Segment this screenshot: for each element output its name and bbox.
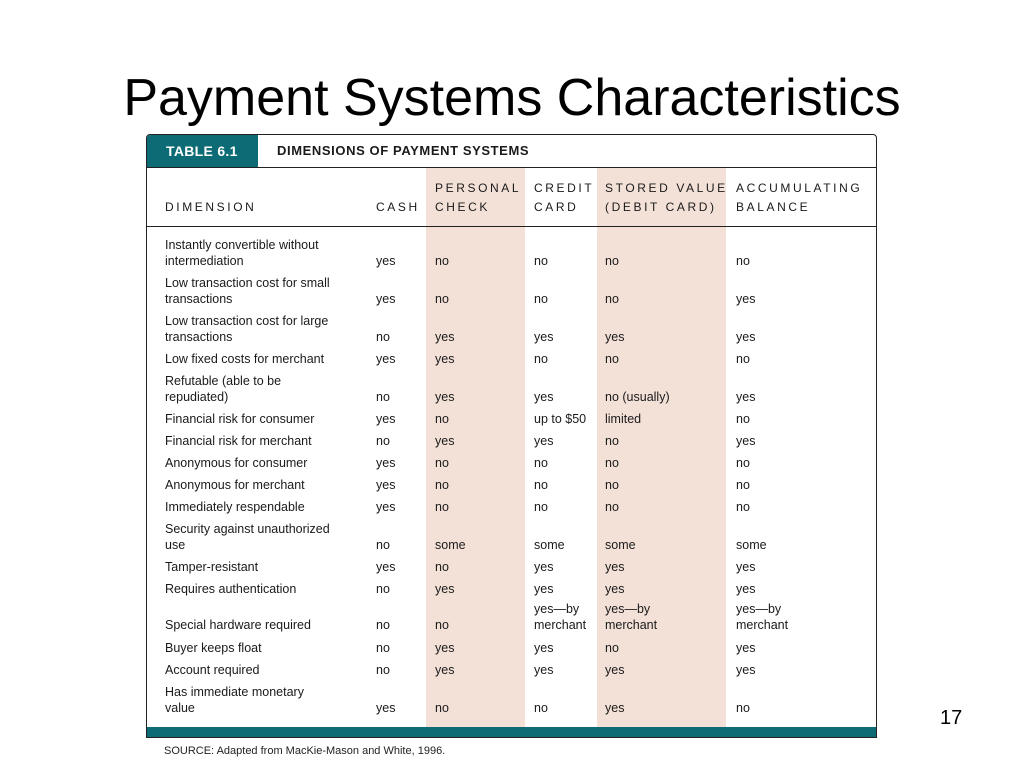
cell-line: yes [376,254,396,268]
cell-line: yes [605,330,625,344]
cell-line: no [605,292,619,306]
cell-line: no [376,618,390,632]
cell-line: no [534,701,548,715]
slide-title: Payment Systems Characteristics [123,69,901,127]
cell-line: no [376,434,390,448]
cell-line: no [376,538,390,552]
cell-line: yes [605,701,625,715]
cell-line: Financial risk for merchant [165,434,312,448]
source-note: SOURCE: Adapted from MacKie-Mason and White, 1996. [164,745,446,757]
column-header-line: CARD [534,200,579,214]
cell-line: no [435,701,449,715]
cell-line: yes [736,560,756,574]
table-number: TABLE 6.1 [147,135,258,167]
column-header-line: ACCUMULATING [736,181,863,195]
cell-line: yes [435,352,455,366]
cell-line: no [534,478,548,492]
cell-line: intermediation [165,254,244,268]
page-number: 17 [940,707,963,729]
cell-line: no [534,456,548,470]
column-header-line: STORED VALUE [605,181,728,195]
cell-line: Low transaction cost for small [165,276,330,290]
cell-line: Account required [165,663,260,677]
cell-line: no [534,500,548,514]
cell-line: Low transaction cost for large [165,314,329,328]
cell-line: no [435,254,449,268]
cell-line: yes [534,330,554,344]
column-header-line: CASH [376,200,420,214]
cell-line: no [376,582,390,596]
cell-line: no [435,292,449,306]
cell-line: yes—by [736,602,782,616]
cell-line: yes [376,412,396,426]
cell-line: no [736,412,750,426]
cell-line: yes [736,292,756,306]
cell-line: no [435,500,449,514]
column-header-line: PERSONAL [435,181,522,195]
cell-line: yes [736,582,756,596]
cell-line: yes [376,701,396,715]
cell-line: no [435,478,449,492]
cell-line: yes [534,390,554,404]
cell-line: no [435,412,449,426]
cell-line: use [165,538,186,552]
cell-line: Special hardware required [165,618,311,632]
cell-line: yes—by [534,602,580,616]
cell-line: yes [736,663,756,677]
cell-line: yes [736,330,756,344]
cell-line: no [605,254,619,268]
cell-line: yes [736,641,756,655]
cell-line: yes [534,434,554,448]
cell-line: no [736,254,750,268]
cell-line: no [605,641,619,655]
cell-line: transactions [165,292,233,306]
cell-line: yes [376,352,396,366]
cell-line: yes [376,560,396,574]
cell-line: yes [736,434,756,448]
cell-line: yes [435,663,455,677]
cell-line: yes [534,582,554,596]
cell-line: merchant [736,618,789,632]
column-header-line: (DEBIT CARD) [605,200,717,214]
cell-line: yes [605,582,625,596]
row-value-cell-credit-card [534,700,548,716]
cell-line: value [165,701,195,715]
cell-line: no (usually) [605,390,670,404]
column-header-line: DIMENSION [165,200,257,214]
cell-line: no [435,456,449,470]
cell-line: no [376,641,390,655]
cell-line: yes [534,560,554,574]
cell-line: merchant [534,618,587,632]
cell-line: no [736,500,750,514]
cell-line: Security against unauthorized [165,522,330,536]
cell-line: Requires authentication [165,582,297,596]
cell-line: no [376,330,390,344]
cell-line: yes [605,663,625,677]
row-value-cell-cash [376,700,395,716]
cell-line: yes [435,330,455,344]
cell-line: some [435,538,466,552]
cell-line: no [376,663,390,677]
payment-systems-table [146,134,877,738]
cell-line: yes [605,560,625,574]
cell-line: up to $50 [534,412,587,426]
cell-line: Refutable (able to be [165,374,282,388]
cell-line: some [736,538,767,552]
cell-line: yes [435,434,455,448]
cell-line: Anonymous for consumer [165,456,308,470]
cell-line: no [376,390,390,404]
table-caption: DIMENSIONS OF PAYMENT SYSTEMS [277,143,530,158]
row-dimension-cell [165,684,304,716]
cell-line: yes [435,641,455,655]
cell-line: Financial risk for consumer [165,412,315,426]
cell-line: transactions [165,330,233,344]
cell-line: no [605,478,619,492]
cell-line: no [435,560,449,574]
cell-line: no [534,254,548,268]
cell-line: Immediately respendable [165,500,305,514]
cell-line: Low fixed costs for merchant [165,352,325,366]
cell-line: Tamper-resistant [165,560,259,574]
cell-line: no [534,352,548,366]
cell-line: no [605,456,619,470]
cell-line: no [605,434,619,448]
cell-line: no [736,701,750,715]
cell-line: repudiated) [165,390,229,404]
cell-line: no [534,292,548,306]
row-value-cell-stored-value [605,700,624,716]
cell-line: yes [736,390,756,404]
cell-line: Buyer keeps float [165,641,262,655]
cell-line: some [605,538,636,552]
cell-line: no [736,478,750,492]
cell-line: yes [376,478,396,492]
cell-line: no [605,500,619,514]
cell-line: yes [376,456,396,470]
cell-line: yes [534,641,554,655]
cell-line: yes [534,663,554,677]
table-row [147,135,876,716]
cell-line: yes [376,292,396,306]
row-value-cell-accumulating-balance [736,700,750,716]
cell-line: no [736,456,750,470]
cell-line: Instantly convertible without [165,238,319,252]
cell-line: Has immediate monetary [165,685,304,699]
cell-line: yes—by [605,602,651,616]
cell-line: limited [605,412,642,426]
table-bottom-bar [147,727,876,737]
cell-line: yes [435,582,455,596]
column-header-line: CREDIT [534,181,595,195]
cell-line: some [534,538,565,552]
cell-line: no [605,352,619,366]
cell-line: Anonymous for merchant [165,478,305,492]
cell-line: yes [435,390,455,404]
cell-line: merchant [605,618,658,632]
column-header-line: BALANCE [736,200,811,214]
cell-line: no [435,618,449,632]
column-header-line: CHECK [435,200,491,214]
cell-line: yes [376,500,396,514]
row-value-cell-personal-check [435,700,449,716]
cell-line: no [736,352,750,366]
